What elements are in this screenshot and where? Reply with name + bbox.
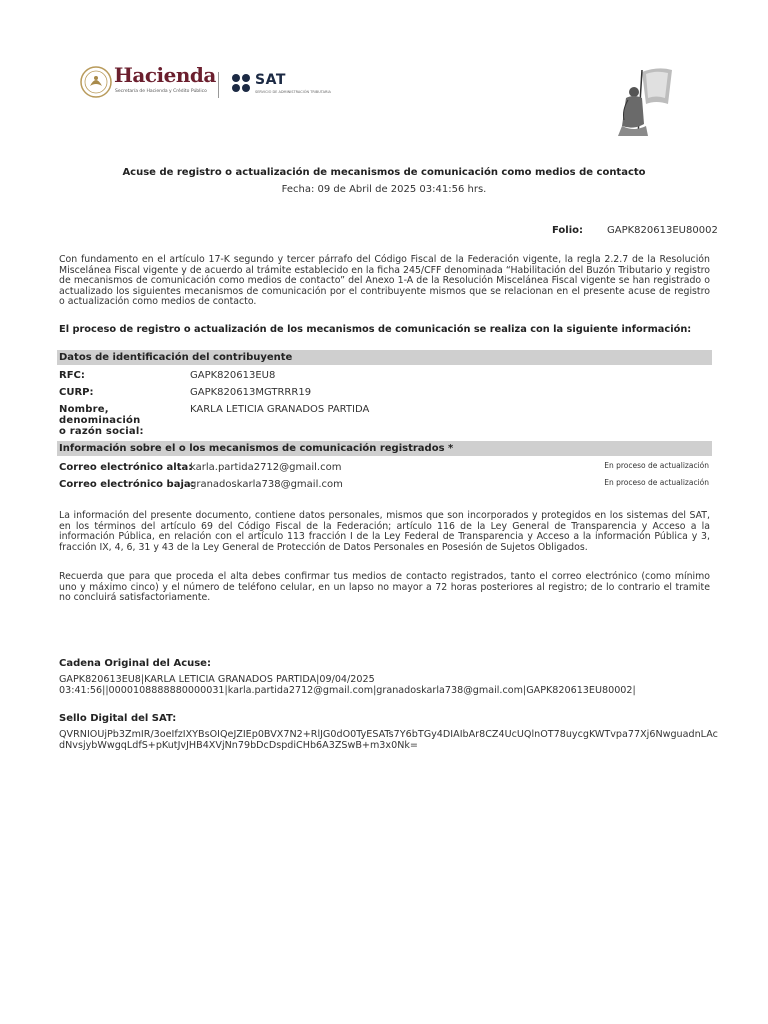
hacienda-logo (80, 63, 220, 100)
email-baja-status: En proceso de actualización (604, 478, 709, 487)
cadena-line-2: 03:41:56||0000108888880000031|karla.partida2712@gmail.com|granadoskarla738@gmail.com|GAPK820613EU80002| (59, 685, 636, 696)
privacy-notice: La información del presente documento, contiene datos personales, mismos que son incorporados y protegidos en los sistemas del SAT, en los términos del artículo 69 del Código Fiscal de la Federación; artículo 116 de la Ley General de Transparencia y Acceso a la información Pública, en relación con el artículo 113 fracción I de la Ley Federal de Transparencia y Acceso a la información Pública y 3, fracción IX, 4, 6, 31 y 43 de la Ley General de Protección de Datos Personales en Posesión de Sujetos Obligados. (59, 510, 710, 553)
taxpayer-section-header: Datos de identificación del contribuyente (57, 350, 712, 365)
email-alta-status: En proceso de actualización (604, 461, 709, 470)
email-baja-value: granadoskarla738@gmail.com (190, 479, 343, 490)
sat-logo (231, 72, 341, 98)
curp-label: CURP: (59, 387, 94, 398)
curp-value: GAPK820613MGTRRR19 (190, 387, 312, 398)
sello-digital-value (59, 729, 719, 751)
email-baja-label: Correo electrónico baja: (59, 479, 195, 490)
document-title: Acuse de registro o actualización de mecanismos de comunicación como medios de contacto (122, 167, 646, 178)
logo-divider (218, 72, 219, 98)
cadena-line-1: GAPK820613EU8|KARLA LETICIA GRANADOS PARTIDA|09/04/2025 (59, 674, 375, 685)
hacienda-wordmark: Hacienda (114, 63, 216, 87)
name-label-line-2: o razón social: (59, 426, 144, 437)
flag-bearer-illustration-icon (598, 64, 678, 138)
sello-line-1: QVRNIOUjPb3ZmIR/3oeIfzIXYBsOIQeJZIEp0BVX7N2+RlJG0dO0TyESATs7Y6bTGy4DIAIbAr8CZ4UcUQlnOT78uycgKWTvpa77Xj6NwguadnLAc (59, 729, 718, 740)
rfc-label: RFC: (59, 370, 85, 381)
legal-basis-paragraph: Con fundamento en el artículo 17-K segundo y tercer párrafo del Código Fiscal de la Federación vigente, la regla 2.2.7 de la Resolución Miscelánea Fiscal vigente y de acuerdo al trámite establecido en la ficha 245/CFF denominada “Habilitación del Buzón Tributario y registro de mecanismos de comunicación como medios de contacto” del Anexo 1-A de la Resolución Miscelánea Fiscal vigente se han registrado o actualizado los siguientes mecanismos de comunicación por el contribuyente mismos que se relacionan en el presente acuse de registro o actualización como medios de contacto. (59, 254, 710, 308)
sat-subtitle: SERVICIO DE ADMINISTRACIÓN TRIBUTARIA (255, 90, 331, 94)
name-value: KARLA LETICIA GRANADOS PARTIDA (190, 404, 370, 415)
process-statement: El proceso de registro o actualización de los mecanismos de comunicación se realiza con la siguiente información: (59, 324, 692, 335)
rfc-value: GAPK820613EU8 (190, 370, 276, 381)
hacienda-subtitle: Secretaría de Hacienda y Crédito Público (115, 89, 207, 94)
folio-label: Folio: (552, 225, 584, 236)
email-alta-label: Correo electrónico alta: (59, 462, 193, 473)
cadena-original-value (59, 674, 719, 696)
document-date: Fecha: 09 de Abril de 2025 03:41:56 hrs. (281, 184, 487, 195)
name-label (59, 404, 189, 437)
sat-wordmark: SAT (255, 72, 286, 88)
cadena-original-label: Cadena Original del Acuse: (59, 658, 211, 669)
mechanisms-section-header: Información sobre el o los mecanismos de comunicación registrados * (57, 441, 712, 456)
email-alta-value: karla.partida2712@gmail.com (190, 462, 342, 473)
sello-digital-label: Sello Digital del SAT: (59, 713, 177, 724)
sat-mark-icon (231, 73, 251, 93)
name-label-line-1: Nombre, denominación (59, 404, 141, 426)
folio-value: GAPK820613EU80002 (607, 225, 718, 236)
confirmation-reminder: Recuerda que para que proceda el alta debes confirmar tus medios de contacto registrados, tanto el correo electrónico (como mínimo uno y máximo cinco) y el número de teléfono celular, en un lapso no mayor a 72 horas posteriores al registro; de lo contrario el tramite no concluirá satisfactoriamente. (59, 571, 710, 604)
national-seal-icon (80, 66, 112, 98)
sello-line-2: dNvsjybWwgqLdfS+pKutJvJHB4XVjNn79bDcDspdiCHb6A3ZSwB+m3x0Nk= (59, 740, 418, 751)
